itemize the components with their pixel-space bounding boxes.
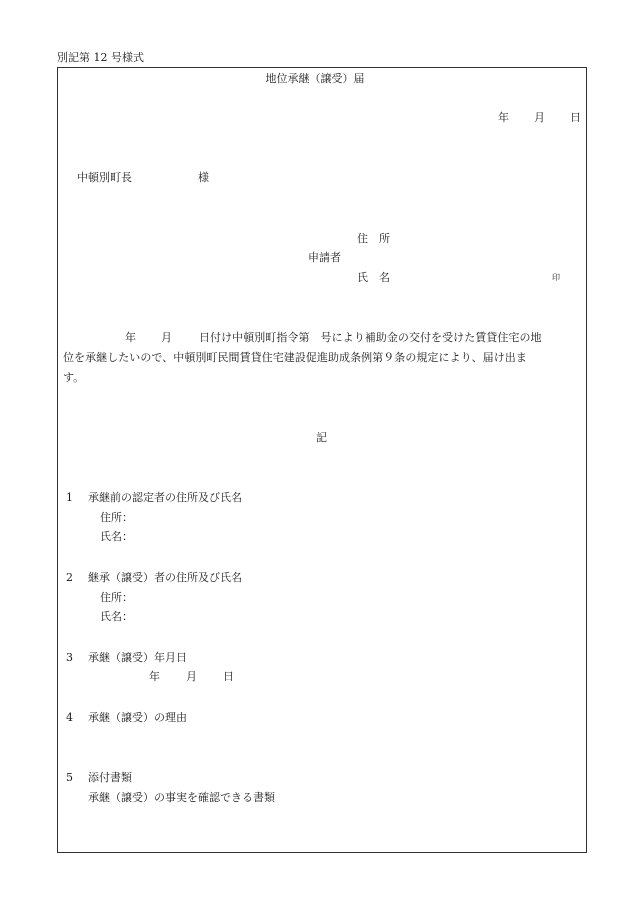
form-title: 地位承継（譲受）届 bbox=[265, 72, 365, 85]
date-month: 月 bbox=[534, 111, 545, 124]
statement-line-3: す。 bbox=[63, 371, 85, 384]
recipient-honorific: 様 bbox=[198, 171, 209, 184]
item-date-year: 年 bbox=[149, 670, 160, 683]
item-heading: 継承（譲受）者の住所及び氏名 bbox=[88, 571, 242, 584]
ki-heading: 記 bbox=[316, 431, 327, 444]
item-sub-attachment: 承継（譲受）の事実を確認できる書類 bbox=[88, 791, 275, 804]
item-number: 4 bbox=[66, 711, 73, 724]
item-number: 2 bbox=[66, 571, 73, 584]
date-day: 日 bbox=[570, 111, 581, 124]
item-date-month: 月 bbox=[186, 670, 197, 683]
form-number: 別記第 12 号様式 bbox=[57, 51, 144, 64]
applicant-name-label: 氏 名 bbox=[357, 271, 390, 284]
item-number: 5 bbox=[66, 771, 73, 784]
seal-mark: 印 bbox=[552, 273, 560, 282]
statement-line-1: 日付け中頓別町指令第 号により補助金の交付を受けた賃貸住宅の地 bbox=[199, 331, 542, 344]
item-sub-name: 氏名： bbox=[100, 530, 133, 543]
item-number: 3 bbox=[66, 651, 73, 664]
applicant-label: 申請者 bbox=[308, 251, 341, 264]
item-sub-address: 住所： bbox=[100, 511, 133, 524]
item-date-day: 日 bbox=[223, 670, 234, 683]
date-year: 年 bbox=[498, 111, 509, 124]
item-sub-address: 住所： bbox=[100, 591, 133, 604]
applicant-address-label: 住 所 bbox=[357, 232, 390, 245]
statement-month: 月 bbox=[161, 331, 172, 344]
item-sub-name: 氏名： bbox=[100, 610, 133, 623]
form-frame bbox=[57, 67, 587, 853]
recipient-name: 中頓別町長 bbox=[77, 171, 132, 184]
item-heading: 添付書類 bbox=[88, 771, 132, 784]
statement-line-2: 位を承継したいので、中頓別町民間賃貸住宅建設促進助成条例第９条の規定により、届け出ま bbox=[63, 351, 527, 364]
statement-year: 年 bbox=[125, 331, 136, 344]
item-heading: 承継前の認定者の住所及び氏名 bbox=[88, 491, 242, 504]
item-heading: 承継（譲受）の理由 bbox=[88, 711, 187, 724]
item-number: 1 bbox=[66, 491, 73, 504]
item-heading: 承継（譲受）年月日 bbox=[88, 651, 187, 664]
